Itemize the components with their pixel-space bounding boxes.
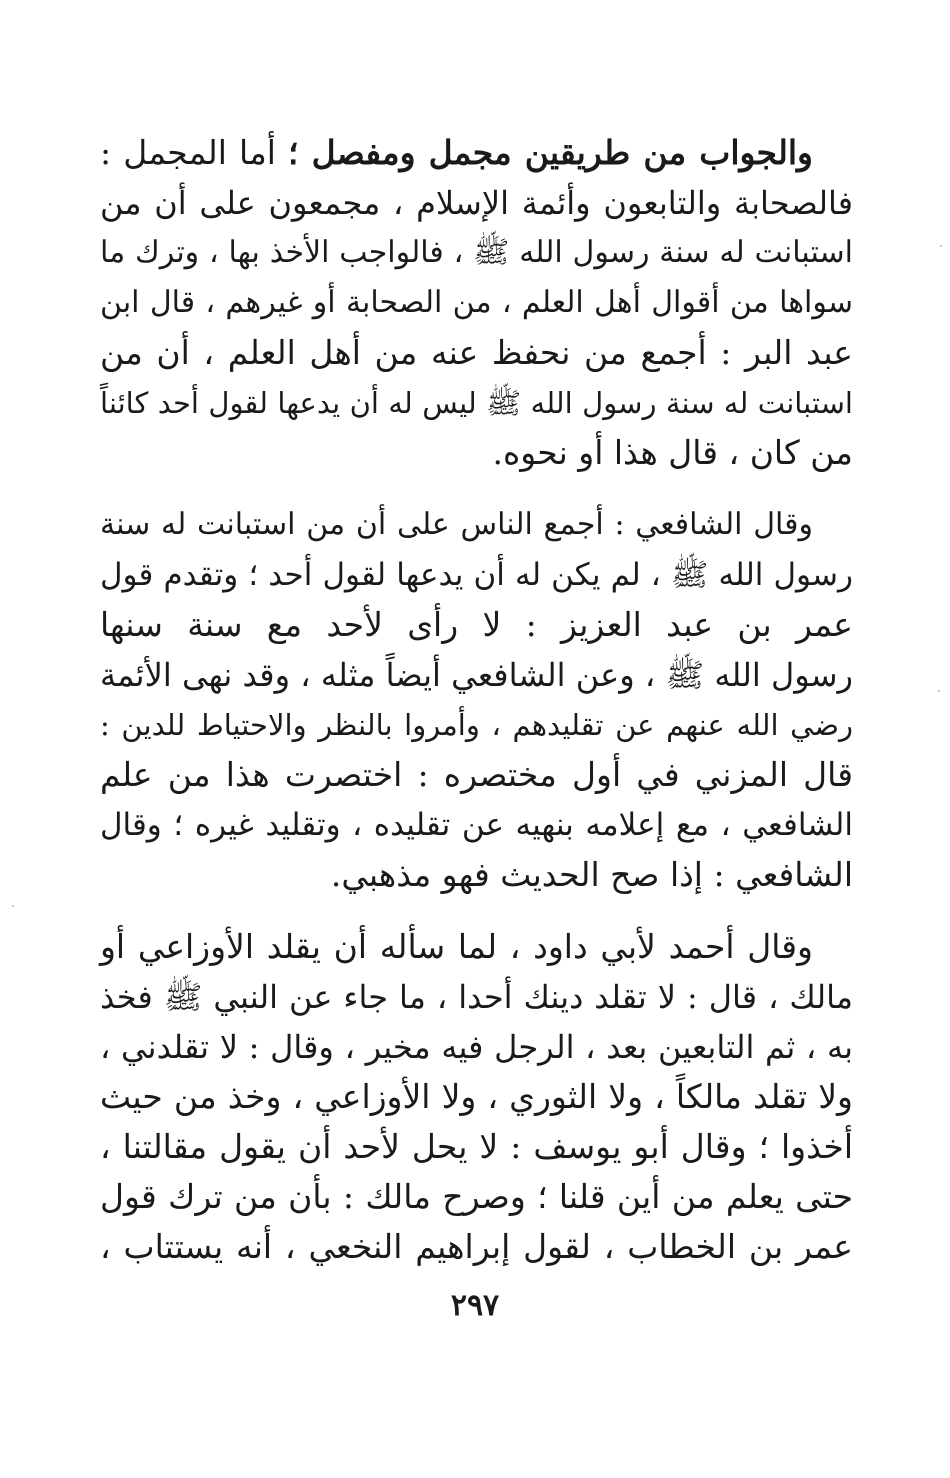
text-line: فالصحابة والتابعون وأئمة الإسلام ، مجمعون على أن من — [100, 184, 853, 222]
text-line: ولا تقلد مالكاً ، ولا الثوري ، ولا الأوزاعي ، وخذ من حيث — [100, 1077, 853, 1116]
line-text: أما المجمل : — [100, 133, 289, 172]
main-text — [100, 128, 853, 1294]
page-number: ٢٩٧ — [450, 1288, 500, 1323]
paragraph-3 — [100, 922, 853, 1272]
text-line: به ، ثم التابعين بعد ، الرجل فيه مخير ، وقال : لا تقلدني ، — [100, 1028, 853, 1066]
paper-speck — [938, 690, 940, 692]
text-line: الشافعي : إذا صح الحديث فهو مذهبي. — [330, 855, 853, 894]
text-line: وقال الشافعي : أجمع الناس على أن من استبانت له سنة — [100, 507, 813, 542]
text-line: أخذوا ؛ وقال أبو يوسف : لا يحل لأحد أن يقول مقالتنا ، — [100, 1127, 853, 1166]
paper-speck — [12, 905, 14, 907]
paragraph-1 — [100, 128, 853, 478]
text-line: من كان ، قال هذا أو نحوه. — [492, 433, 853, 472]
text-line: قال المزني في أول مختصره : اختصرت هذا من علم — [100, 755, 853, 794]
bold-lead: والجواب من طريقين مجمل ومفصل ؛ — [288, 133, 813, 172]
text-line: مالك ، قال : لا تقلد دينك أحدا ، ما جاء عن النبي ﷺ فخذ — [100, 978, 854, 1016]
text-line: عبد البر : أجمع من نحفظ عنه من أهل العلم ، أن من — [100, 333, 853, 372]
text-line: سواها من أقوال أهل العلم ، من الصحابة أو غيرهم ، قال ابن — [100, 285, 853, 320]
text-line: الشافعي ، مع إعلامه بنهيه عن تقليده ، وتقليد غيره ؛ وقال — [100, 807, 853, 843]
text-line: عمر بن عبد العزيز : لا رأى لأحد مع سنة سنها — [100, 605, 853, 644]
text-line: وقال أحمد لأبي داود ، لما سأله أن يقلد الأوزاعي أو — [100, 927, 813, 966]
text-line: استبانت له سنة رسول الله ﷺ ، فالواجب الأخذ بها ، وترك ما — [100, 235, 853, 270]
text-line: رسول الله ﷺ ، لم يكن له أن يدعها لقول أحد ؛ وتقدم قول — [100, 557, 853, 593]
text-line: رسول الله ﷺ ، وعن الشافعي أيضاً مثله ، وقد نهى الأئمة — [100, 656, 853, 694]
text-line: عمر بن الخطاب ، لقول إبراهيم النخعي ، أنه يستتاب ، — [100, 1227, 853, 1266]
text-line — [100, 128, 853, 178]
text-line: رضي الله عنهم عن تقليدهم ، وأمروا بالنظر والاحتياط للدين : — [100, 708, 853, 742]
paper-speck — [940, 245, 942, 247]
text-line: حتى يعلم من أين قلنا ؛ وصرح مالك : بأن من ترك قول — [100, 1177, 853, 1216]
text-line: استبانت له سنة رسول الله ﷺ ليس له أن يدعها لقول أحد كائناً — [100, 386, 853, 420]
paragraph-2 — [100, 500, 853, 900]
